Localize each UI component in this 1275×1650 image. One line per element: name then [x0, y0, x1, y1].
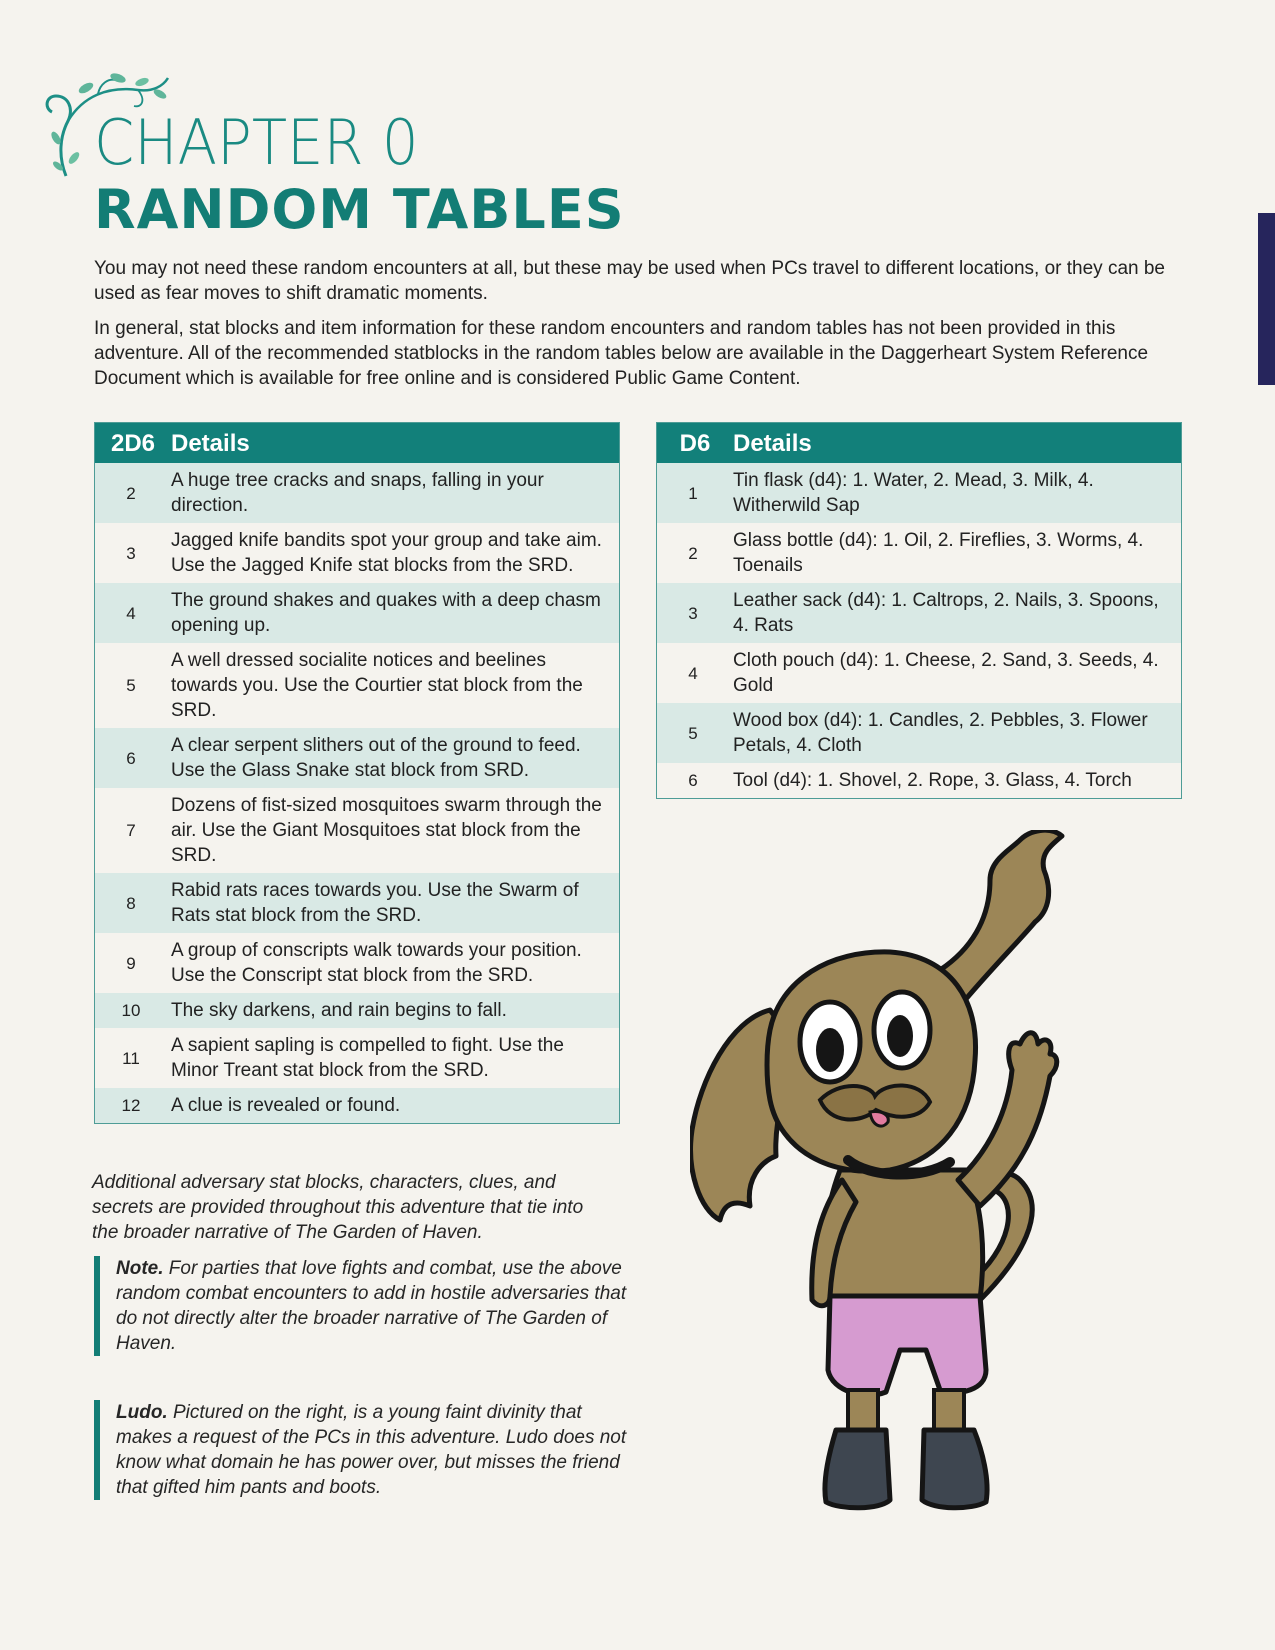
- page-title: RANDOM TABLES: [94, 178, 625, 241]
- roll-column-header: D6: [657, 423, 734, 464]
- details-cell: Tool (d4): 1. Shovel, 2. Rope, 3. Glass, 4. Torch: [733, 763, 1182, 799]
- roll-cell: 6: [95, 728, 172, 788]
- details-cell: Tin flask (d4): 1. Water, 2. Mead, 3. Milk, 4. Witherwild Sap: [733, 463, 1182, 523]
- roll-cell: 1: [657, 463, 734, 523]
- encounters-table: [94, 422, 620, 1124]
- roll-column-header: 2D6: [95, 423, 172, 464]
- roll-cell: 5: [95, 643, 172, 728]
- details-cell: A group of conscripts walk towards your position. Use the Conscript stat block from the SRD.: [171, 933, 620, 993]
- details-cell: A clue is revealed or found.: [171, 1088, 620, 1124]
- details-cell: Leather sack (d4): 1. Caltrops, 2. Nails, 3. Spoons, 4. Rats: [733, 583, 1182, 643]
- table-row: [95, 463, 620, 523]
- items-table: [656, 422, 1182, 799]
- table-row: [95, 728, 620, 788]
- side-tab-marker: [1258, 213, 1275, 385]
- table-row: [95, 1088, 620, 1124]
- details-cell: Cloth pouch (d4): 1. Cheese, 2. Sand, 3. Seeds, 4. Gold: [733, 643, 1182, 703]
- items-table-body: [657, 463, 1182, 799]
- encounters-table-body: [95, 463, 620, 1124]
- ludo-label: Ludo.: [116, 1402, 168, 1423]
- details-cell: A well dressed socialite notices and beelines towards you. Use the Courtier stat block from the SRD.: [171, 643, 620, 728]
- roll-cell: 8: [95, 873, 172, 933]
- ludo-callout: [94, 1400, 636, 1500]
- details-cell: Dozens of fist-sized mosquitoes swarm through the air. Use the Giant Mosquitoes stat block from the SRD.: [171, 788, 620, 873]
- table-row: [657, 523, 1182, 583]
- note-callout: [94, 1256, 636, 1356]
- table-row: [657, 703, 1182, 763]
- roll-cell: 4: [657, 643, 734, 703]
- details-cell: The ground shakes and quakes with a deep chasm opening up.: [171, 583, 620, 643]
- additional-info: Additional adversary stat blocks, characters, clues, and secrets are provided throughout this adventure that tie into the broader narrative of The Garden of Haven.: [92, 1172, 584, 1243]
- roll-cell: 12: [95, 1088, 172, 1124]
- table-row: [95, 643, 620, 728]
- roll-cell: 2: [657, 523, 734, 583]
- roll-cell: 10: [95, 993, 172, 1028]
- table-row: [95, 523, 620, 583]
- chapter-heading: CHAPTER 0: [94, 106, 419, 179]
- roll-cell: 4: [95, 583, 172, 643]
- table-row: [95, 1028, 620, 1088]
- table-row: [95, 933, 620, 993]
- ludo-illustration: [690, 830, 1130, 1520]
- roll-cell: 11: [95, 1028, 172, 1088]
- table-row: [95, 788, 620, 873]
- table-header-row: [657, 423, 1182, 464]
- intro-paragraph: You may not need these random encounters at all, but these may be used when PCs travel to different locations, or they can be used as fear moves to shift dramatic moments.: [94, 258, 1165, 304]
- table-row: [657, 763, 1182, 799]
- details-column-header: Details: [171, 423, 620, 464]
- note-text: For parties that love fights and combat, use the above random combat encounters to add in hostile adversaries that do not directly alter the broader narrative of The Garden of Haven.: [116, 1258, 627, 1354]
- roll-cell: 7: [95, 788, 172, 873]
- roll-cell: 6: [657, 763, 734, 799]
- roll-cell: 9: [95, 933, 172, 993]
- table-row: [95, 993, 620, 1028]
- roll-cell: 5: [657, 703, 734, 763]
- details-cell: Glass bottle (d4): 1. Oil, 2. Fireflies, 3. Worms, 4. Toenails: [733, 523, 1182, 583]
- ludo-text: Pictured on the right, is a young faint divinity that makes a request of the PCs in this adventure. Ludo does not know what domain he has power over, but misses the friend that gifted him pants and boots.: [116, 1402, 627, 1498]
- details-cell: Jagged knife bandits spot your group and take aim. Use the Jagged Knife stat blocks from the SRD.: [171, 523, 620, 583]
- table-row: [95, 583, 620, 643]
- details-cell: A huge tree cracks and snaps, falling in your direction.: [171, 463, 620, 523]
- roll-cell: 3: [657, 583, 734, 643]
- roll-cell: 3: [95, 523, 172, 583]
- intro-paragraph: In general, stat blocks and item information for these random encounters and random tables has not been provided in this adventure. All of the recommended statblocks in the random tables below are available in the Daggerheart System Reference Document which is available for free online and is considered Public Game Content.: [94, 318, 1149, 389]
- table-row: [657, 643, 1182, 703]
- details-cell: Wood box (d4): 1. Candles, 2. Pebbles, 3. Flower Petals, 4. Cloth: [733, 703, 1182, 763]
- table-row: [95, 873, 620, 933]
- table-row: [657, 463, 1182, 523]
- note-label: Note.: [116, 1258, 164, 1279]
- table-header-row: [95, 423, 620, 464]
- details-column-header: Details: [733, 423, 1182, 464]
- details-cell: Rabid rats races towards you. Use the Swarm of Rats stat block from the SRD.: [171, 873, 620, 933]
- table-row: [657, 583, 1182, 643]
- details-cell: The sky darkens, and rain begins to fall.: [171, 993, 620, 1028]
- details-cell: A clear serpent slithers out of the ground to feed. Use the Glass Snake stat block from SRD.: [171, 728, 620, 788]
- roll-cell: 2: [95, 463, 172, 523]
- intro-text: [94, 256, 1184, 401]
- details-cell: A sapient sapling is compelled to fight. Use the Minor Treant stat block from the SRD.: [171, 1028, 620, 1088]
